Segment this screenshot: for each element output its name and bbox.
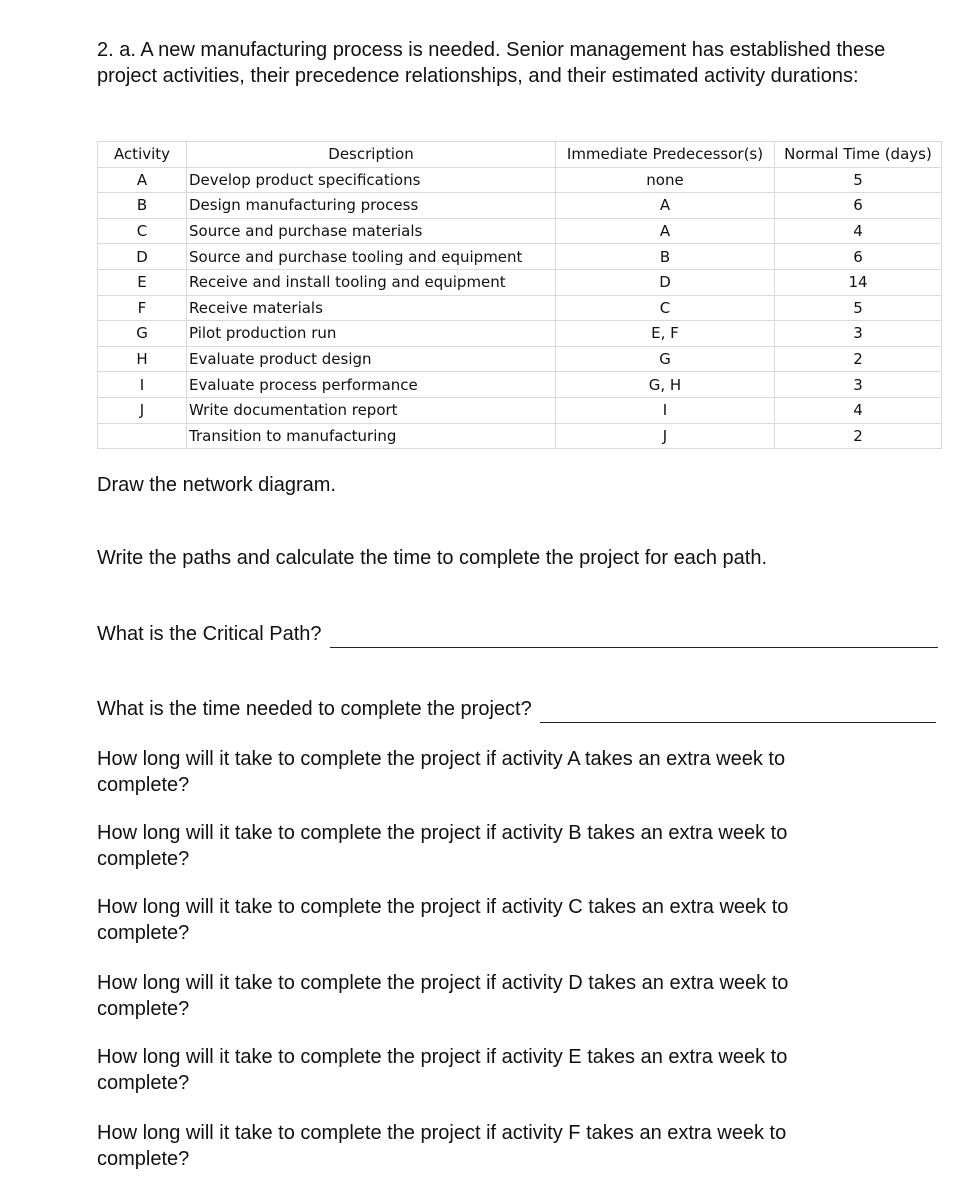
cell-description: Evaluate product design — [187, 346, 556, 372]
cell-description: Receive materials — [187, 295, 556, 321]
table-row — [98, 397, 942, 423]
cell-predecessors: G — [556, 346, 775, 372]
cell-predecessors: D — [556, 269, 775, 295]
cell-activity: E — [98, 269, 187, 295]
question-extra-week-f: How long will it take to complete the project if activity F takes an extra week to complete? — [97, 1122, 787, 1170]
header-activity: Activity — [98, 142, 187, 168]
table-row — [98, 218, 942, 244]
cell-activity: G — [98, 321, 187, 347]
cell-activity: H — [98, 346, 187, 372]
question-critical-path — [97, 622, 938, 648]
cell-description: Evaluate process performance — [187, 372, 556, 398]
header-description: Description — [187, 142, 556, 168]
problem-intro: 2. a. A new manufacturing process is needed. Senior management has established these project activities, their precedence relationships, and their estimated activity durations: — [97, 39, 886, 87]
cell-time: 5 — [775, 295, 942, 321]
table-header-row — [98, 142, 942, 168]
cell-predecessors: A — [556, 193, 775, 219]
cell-description: Write documentation report — [187, 397, 556, 423]
cell-activity: J — [98, 397, 187, 423]
question-extra-week-e: How long will it take to complete the project if activity E takes an extra week to complete? — [97, 1046, 788, 1094]
cell-time: 4 — [775, 218, 942, 244]
cell-predecessors: J — [556, 423, 775, 449]
cell-predecessors: A — [556, 218, 775, 244]
question-paths: Write the paths and calculate the time to complete the project for each path. — [97, 547, 768, 569]
cell-activity: B — [98, 193, 187, 219]
table-row — [98, 346, 942, 372]
critical-path-label: What is the Critical Path? — [97, 623, 322, 645]
cell-description: Develop product specifications — [187, 167, 556, 193]
cell-predecessors: E, F — [556, 321, 775, 347]
table-row — [98, 244, 942, 270]
cell-predecessors: B — [556, 244, 775, 270]
time-needed-label: What is the time needed to complete the project? — [97, 698, 532, 720]
cell-description: Pilot production run — [187, 321, 556, 347]
cell-description: Receive and install tooling and equipment — [187, 269, 556, 295]
header-time: Normal Time (days) — [775, 142, 942, 168]
table-row — [98, 295, 942, 321]
table-row — [98, 423, 942, 449]
table-row — [98, 372, 942, 398]
cell-description: Transition to manufacturing — [187, 423, 556, 449]
cell-activity: C — [98, 218, 187, 244]
cell-predecessors: C — [556, 295, 775, 321]
cell-predecessors: I — [556, 397, 775, 423]
table-row — [98, 193, 942, 219]
question-draw-network: Draw the network diagram. — [97, 474, 336, 496]
question-extra-week-a: How long will it take to complete the project if activity A takes an extra week to complete? — [97, 748, 786, 796]
question-time-needed — [97, 697, 936, 723]
cell-activity: I — [98, 372, 187, 398]
cell-time: 6 — [775, 193, 942, 219]
cell-description: Source and purchase materials — [187, 218, 556, 244]
table-row — [98, 167, 942, 193]
cell-time: 2 — [775, 423, 942, 449]
cell-activity: F — [98, 295, 187, 321]
question-extra-week-c: How long will it take to complete the project if activity C takes an extra week to complete? — [97, 896, 789, 944]
cell-time: 2 — [775, 346, 942, 372]
activity-table — [97, 141, 942, 449]
cell-time: 3 — [775, 321, 942, 347]
time-needed-answer-blank[interactable] — [540, 702, 936, 723]
cell-description: Source and purchase tooling and equipment — [187, 244, 556, 270]
cell-description: Design manufacturing process — [187, 193, 556, 219]
header-predecessors: Immediate Predecessor(s) — [556, 142, 775, 168]
cell-predecessors: none — [556, 167, 775, 193]
cell-time: 6 — [775, 244, 942, 270]
cell-activity: A — [98, 167, 187, 193]
cell-time: 14 — [775, 269, 942, 295]
question-extra-week-d: How long will it take to complete the project if activity D takes an extra week to complete? — [97, 972, 789, 1020]
cell-time: 3 — [775, 372, 942, 398]
cell-activity: D — [98, 244, 187, 270]
table-row — [98, 269, 942, 295]
cell-activity — [98, 423, 187, 449]
question-extra-week-b: How long will it take to complete the project if activity B takes an extra week to complete? — [97, 822, 788, 870]
cell-predecessors: G, H — [556, 372, 775, 398]
cell-time: 5 — [775, 167, 942, 193]
cell-time: 4 — [775, 397, 942, 423]
table-row — [98, 321, 942, 347]
critical-path-answer-blank[interactable] — [330, 627, 938, 648]
